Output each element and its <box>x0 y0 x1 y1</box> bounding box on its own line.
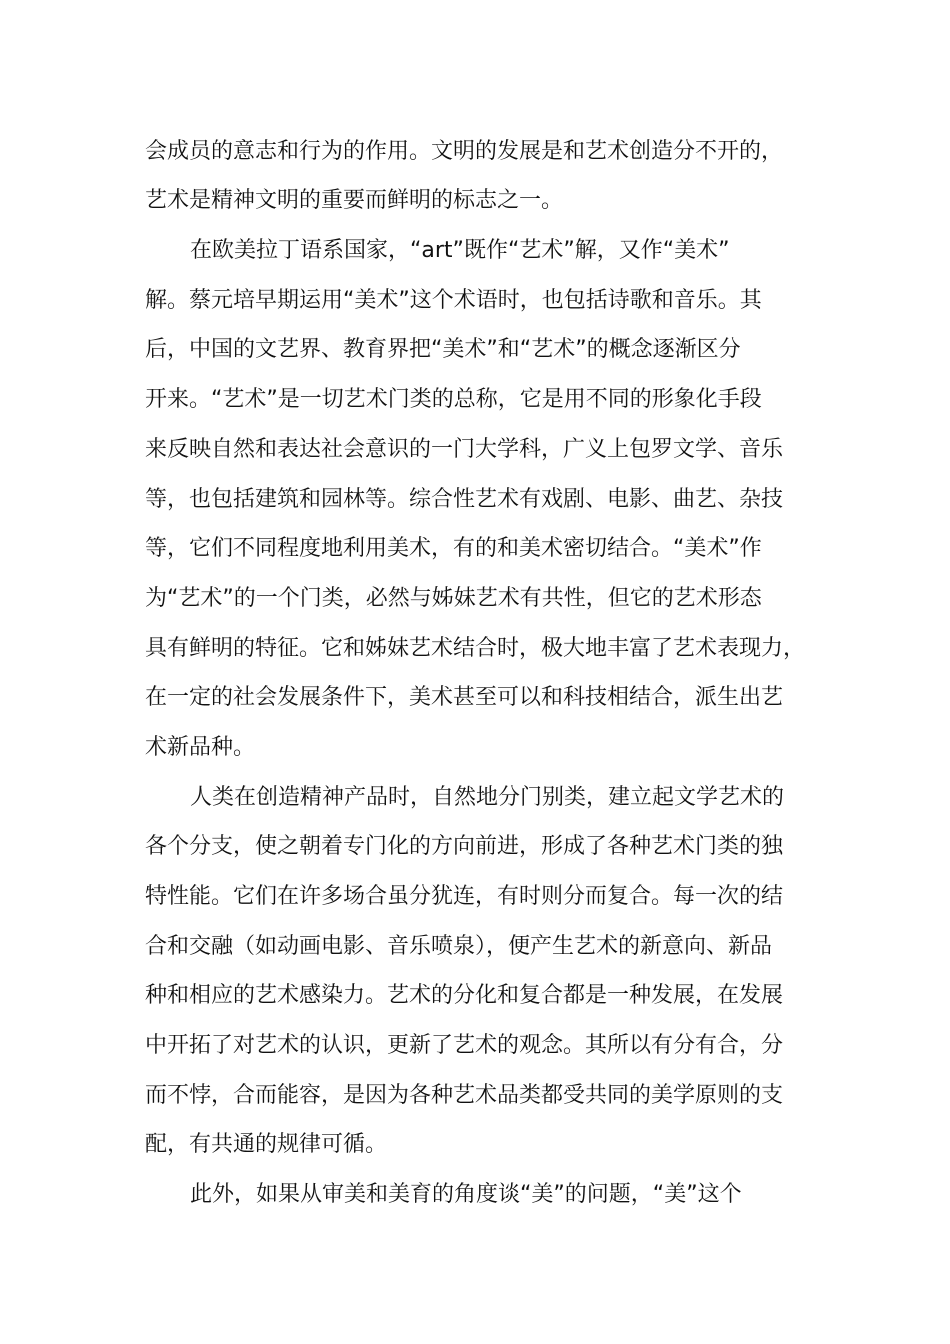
text-line: 在一定的社会发展条件下，美术甚至可以和科技相结合，派生出艺 <box>145 685 784 710</box>
text-line: 具有鲜明的特征。它和姊妹艺术结合时，极大地丰富了艺术表现力， <box>145 636 806 661</box>
text-line: 各个分支，使之朝着专门化的方向前进，形成了各种艺术门类的独 <box>145 834 784 859</box>
text-line: 来反映自然和表达社会意识的一门大学科，广义上包罗文学、音乐 <box>145 437 784 462</box>
text-line: 在欧美拉丁语系国家，“art”既作“艺术”解，又作“美术” <box>190 238 730 263</box>
text-line: 种和相应的艺术感染力。艺术的分化和复合都是一种发展，在发展 <box>145 983 784 1008</box>
text-line: 等，它们不同程度地利用美术，有的和美术密切结合。“美术”作 <box>145 536 762 561</box>
text-line: 而不悖，合而能容，是因为各种艺术品类都受共同的美学原则的支 <box>145 1083 784 1108</box>
text-line: 合和交融（如动画电影、音乐喷泉），便产生艺术的新意向、新品 <box>145 934 773 959</box>
text-line: 开来。“艺术”是一切艺术门类的总称，它是用不同的形象化手段 <box>145 387 762 412</box>
text-line: 艺术是精神文明的重要而鲜明的标志之一。 <box>145 188 564 213</box>
text-line: 解。蔡元培早期运用“美术”这个术语时，也包括诗歌和音乐。其 <box>145 288 762 313</box>
text-line: 为“艺术”的一个门类，必然与姊妹艺术有共性，但它的艺术形态 <box>145 586 762 611</box>
text-line: 人类在创造精神产品时，自然地分门别类，建立起文学艺术的 <box>190 785 785 810</box>
text-line: 等，也包括建筑和园林等。综合性艺术有戏剧、电影、曲艺、杂技 <box>145 487 784 512</box>
text-line: 后，中国的文艺界、教育界把“美术”和“艺术”的概念逐渐区分 <box>145 337 741 362</box>
text-line: 此外，如果从审美和美育的角度谈“美”的问题，“美”这个 <box>190 1182 742 1207</box>
text-line: 配，有共通的规律可循。 <box>145 1132 388 1157</box>
text-line: 中开拓了对艺术的认识，更新了艺术的观念。其所以有分有合，分 <box>145 1033 784 1058</box>
text-line: 会成员的意志和行为的作用。文明的发展是和艺术创造分不开的， <box>145 139 784 164</box>
text-line: 特性能。它们在许多场合虽分犹连，有时则分而复合。每一次的结 <box>145 884 784 909</box>
text-line: 术新品种。 <box>145 735 256 760</box>
